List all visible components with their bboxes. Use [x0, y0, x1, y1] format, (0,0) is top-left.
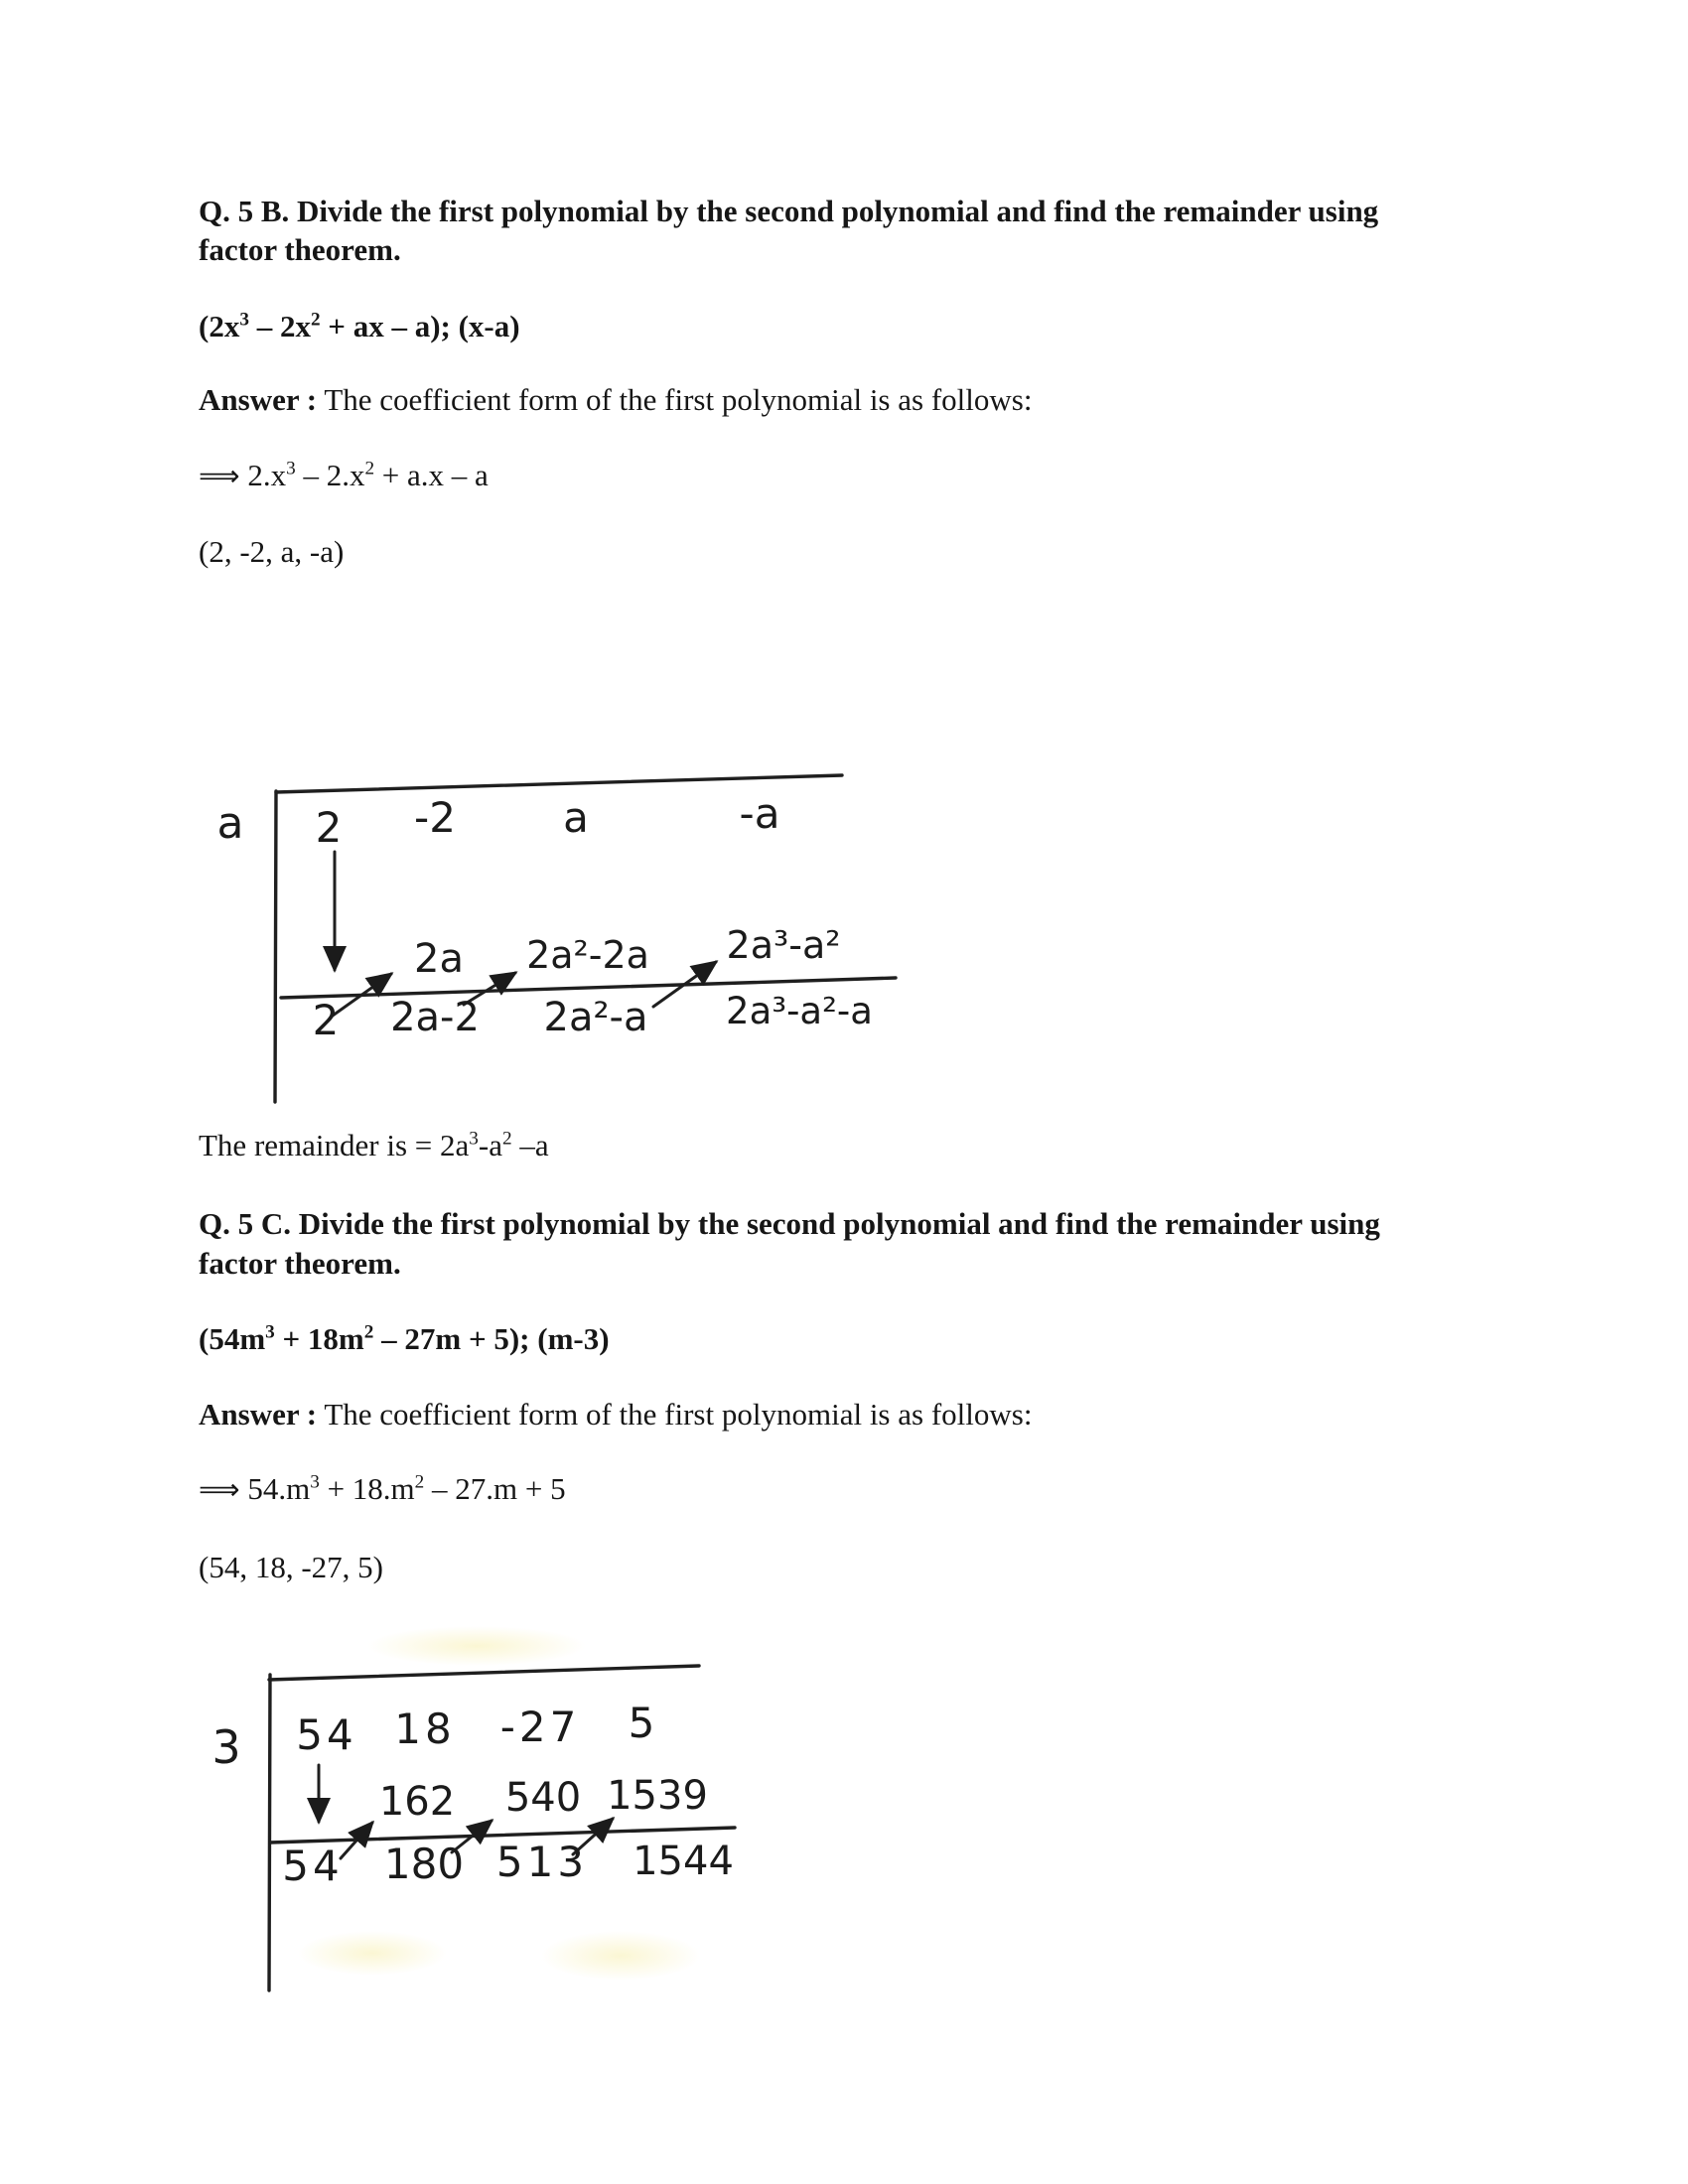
- q5c-eq-exp2: 2: [414, 1471, 425, 1493]
- q5b-answer-line: [199, 381, 1032, 418]
- q5b-heading-line1: Q. 5 B. Divide the first polynomial by the second polynomial and find the remainder using: [199, 194, 1379, 228]
- q5b-remainder-part2: -a: [478, 1128, 502, 1162]
- result-1: 2: [312, 996, 340, 1044]
- q5b-answer-label: Answer :: [199, 382, 318, 417]
- q5c-answer-line: [199, 1396, 1032, 1433]
- scan-smudge: [367, 1626, 586, 1666]
- q5b-eq-exp1: 3: [286, 458, 296, 479]
- result-3: 2a²-a: [543, 995, 648, 1040]
- q5c-poly-exp1: 3: [265, 1321, 275, 1343]
- q5b-poly-part3: + ax – a); (x-a): [320, 309, 520, 343]
- q5b-remainder-exp1: 3: [469, 1128, 479, 1150]
- q5b-coefficient-equation: [199, 457, 489, 494]
- division-vertical-line: [275, 791, 276, 1102]
- q5c-coefficient-equation: [199, 1470, 566, 1508]
- coefficient-1: 54: [296, 1710, 357, 1759]
- q5b-poly-part2: – 2x: [248, 309, 311, 343]
- implies-arrow-icon: ⟹: [199, 459, 240, 492]
- q5c-heading-line1: Q. 5 C. Divide the first polynomial by the second polynomial and find the remainder using: [199, 1206, 1380, 1241]
- result-4: 2a³-a²-a: [726, 990, 873, 1032]
- product-3: 1539: [607, 1773, 708, 1819]
- coefficient-1: 2: [315, 803, 343, 852]
- divisor-value: a: [216, 798, 244, 849]
- division-top-line: [269, 1666, 699, 1680]
- q5c-eq-part3: – 27.m + 5: [424, 1471, 566, 1506]
- q5c-answer-text: The coefficient form of the first polynomial is as follows:: [317, 1397, 1033, 1432]
- coefficient-4: 5: [628, 1699, 655, 1747]
- q5c-poly-part2: + 18m: [274, 1321, 364, 1356]
- synthetic-division-diagram-q5c: [139, 1648, 824, 2005]
- product-1: 162: [378, 1779, 456, 1825]
- q5b-coefficient-tuple: (2, -2, a, -a): [199, 534, 345, 569]
- q5c-coefficient-tuple: (54, 18, -27, 5): [199, 1550, 383, 1584]
- q5b-polynomial: [199, 308, 520, 344]
- product-1: 2a: [414, 936, 464, 982]
- coefficient-4: -a: [739, 789, 780, 838]
- result-2: 2a-2: [390, 995, 480, 1040]
- q5c-answer-label: Answer :: [199, 1397, 318, 1432]
- implies-arrow-icon: ⟹: [199, 1472, 240, 1506]
- q5b-answer-text: The coefficient form of the first polynomial is as follows:: [317, 382, 1033, 417]
- q5b-remainder-line: [199, 1127, 549, 1163]
- q5c-eq-part1: 54.m: [239, 1471, 311, 1506]
- coefficient-2: 18: [394, 1705, 456, 1753]
- q5c-poly-exp2: 2: [363, 1321, 374, 1343]
- q5b-remainder-exp2: 2: [501, 1128, 512, 1150]
- q5c-poly-part1: (54m: [199, 1321, 266, 1356]
- result-3: 513: [495, 1838, 589, 1886]
- q5b-eq-part3: + a.x – a: [374, 458, 489, 492]
- result-1: 54: [282, 1842, 344, 1890]
- q5b-poly-exp1: 3: [239, 309, 249, 331]
- q5b-eq-part2: – 2.x: [295, 458, 365, 492]
- q5c-polynomial: [199, 1320, 610, 1357]
- coefficient-3: -27: [499, 1703, 581, 1751]
- q5b-heading-line2: factor theorem.: [199, 232, 401, 267]
- q5c-poly-part3: – 27m + 5); (m-3): [373, 1321, 610, 1356]
- q5b-poly-exp2: 2: [310, 309, 321, 331]
- scan-smudge: [541, 1931, 700, 1980]
- product-2: 540: [504, 1775, 582, 1821]
- q5b-remainder-part1: The remainder is = 2a: [199, 1128, 470, 1162]
- q5b-remainder-part3: –a: [511, 1128, 549, 1162]
- result-4: 1544: [633, 1839, 734, 1884]
- divisor-value: 3: [211, 1720, 241, 1774]
- q5c-heading-line2: factor theorem.: [199, 1246, 401, 1281]
- q5c-eq-part2: + 18.m: [319, 1471, 415, 1506]
- division-vertical-line: [269, 1675, 270, 1990]
- q5b-eq-exp2: 2: [364, 458, 375, 479]
- product-2: 2a²-2a: [526, 933, 649, 977]
- product-3: 2a³-a²: [726, 923, 841, 967]
- coefficient-3: a: [563, 793, 589, 842]
- q5b-eq-part1: 2.x: [239, 458, 287, 492]
- coefficient-2: -2: [414, 793, 456, 842]
- result-2: 180: [383, 1840, 465, 1888]
- q5b-poly-part1: (2x: [199, 309, 240, 343]
- q5c-eq-exp1: 3: [310, 1471, 320, 1493]
- synthetic-division-diagram-q5b: [139, 764, 943, 1117]
- scan-smudge: [298, 1931, 447, 1976]
